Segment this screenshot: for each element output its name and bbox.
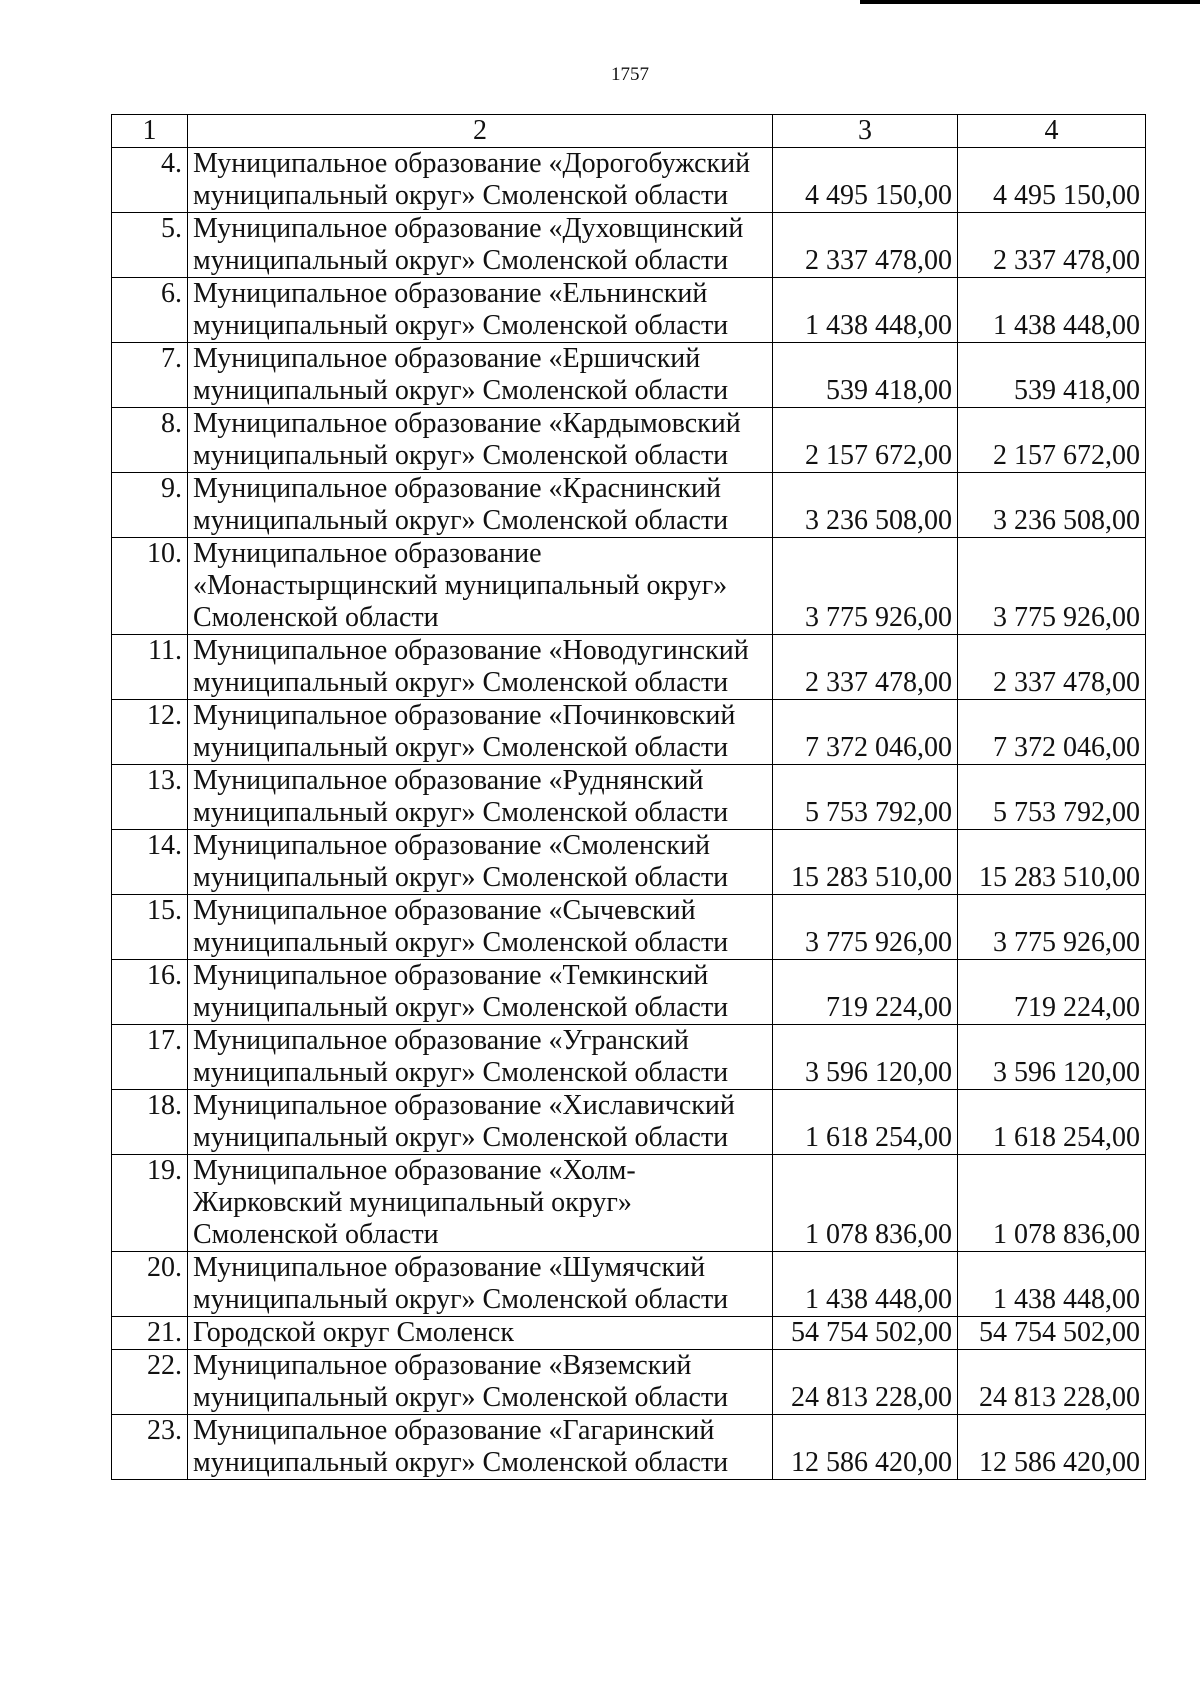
- value-column-3-cell: 3 775 926,00: [773, 895, 958, 960]
- top-border-line: [860, 0, 1200, 4]
- municipality-name-cell: Муниципальное образование «Монастырщинский муниципальный округ» Смоленской области: [188, 538, 773, 635]
- row-number-cell: 17.: [112, 1025, 188, 1090]
- value-column-4-cell: 24 813 228,00: [958, 1350, 1146, 1415]
- table-row: [112, 213, 1146, 278]
- row-number-cell: 12.: [112, 700, 188, 765]
- value-column-4-cell: 12 586 420,00: [958, 1415, 1146, 1480]
- column-header-1: 1: [112, 115, 188, 148]
- table-row: [112, 765, 1146, 830]
- value-column-4-cell: 3 775 926,00: [958, 538, 1146, 635]
- row-number-cell: 8.: [112, 408, 188, 473]
- municipality-name-cell: Муниципальное образование «Темкинский муниципальный округ» Смоленской области: [188, 960, 773, 1025]
- value-column-3-cell: 12 586 420,00: [773, 1415, 958, 1480]
- value-column-4-cell: 15 283 510,00: [958, 830, 1146, 895]
- municipality-name-cell: Муниципальное образование «Ельнинский муниципальный округ» Смоленской области: [188, 278, 773, 343]
- value-column-4-cell: 1 438 448,00: [958, 278, 1146, 343]
- value-column-3-cell: 5 753 792,00: [773, 765, 958, 830]
- municipality-name-cell: Муниципальное образование «Руднянский муниципальный округ» Смоленской области: [188, 765, 773, 830]
- table-row: [112, 1350, 1146, 1415]
- table-row: [112, 473, 1146, 538]
- column-header-4: 4: [958, 115, 1146, 148]
- value-column-4-cell: 539 418,00: [958, 343, 1146, 408]
- value-column-3-cell: 1 618 254,00: [773, 1090, 958, 1155]
- value-column-4-cell: 1 618 254,00: [958, 1090, 1146, 1155]
- value-column-4-cell: 54 754 502,00: [958, 1317, 1146, 1350]
- municipality-name-cell: Муниципальное образование «Угранский муниципальный округ» Смоленской области: [188, 1025, 773, 1090]
- table-row: [112, 538, 1146, 635]
- row-number-cell: 15.: [112, 895, 188, 960]
- value-column-4-cell: 2 337 478,00: [958, 213, 1146, 278]
- value-column-4-cell: 7 372 046,00: [958, 700, 1146, 765]
- value-column-3-cell: 7 372 046,00: [773, 700, 958, 765]
- row-number-cell: 9.: [112, 473, 188, 538]
- value-column-3-cell: 4 495 150,00: [773, 148, 958, 213]
- value-column-4-cell: 719 224,00: [958, 960, 1146, 1025]
- municipality-name-cell: Муниципальное образование «Вяземский муниципальный округ» Смоленской области: [188, 1350, 773, 1415]
- value-column-4-cell: 2 337 478,00: [958, 635, 1146, 700]
- municipality-name-cell: Муниципальное образование «Ершичский муниципальный округ» Смоленской области: [188, 343, 773, 408]
- row-number-cell: 11.: [112, 635, 188, 700]
- table-row: [112, 1252, 1146, 1317]
- value-column-4-cell: 2 157 672,00: [958, 408, 1146, 473]
- table-row: [112, 1155, 1146, 1252]
- municipality-name-cell: Муниципальное образование «Краснинский муниципальный округ» Смоленской области: [188, 473, 773, 538]
- table-row: [112, 1415, 1146, 1480]
- value-column-3-cell: 2 157 672,00: [773, 408, 958, 473]
- table-row: [112, 960, 1146, 1025]
- table-row: [112, 1025, 1146, 1090]
- municipality-name-cell: Муниципальное образование «Духовщинский муниципальный округ» Смоленской области: [188, 213, 773, 278]
- municipality-name-cell: Муниципальное образование «Сычевский муниципальный округ» Смоленской области: [188, 895, 773, 960]
- row-number-cell: 16.: [112, 960, 188, 1025]
- value-column-3-cell: 2 337 478,00: [773, 213, 958, 278]
- table-row: [112, 278, 1146, 343]
- row-number-cell: 21.: [112, 1317, 188, 1350]
- table-row: [112, 148, 1146, 213]
- municipality-name-cell: Муниципальное образование «Гагаринский муниципальный округ» Смоленской области: [188, 1415, 773, 1480]
- municipality-name-cell: Муниципальное образование «Шумячский муниципальный округ» Смоленской области: [188, 1252, 773, 1317]
- row-number-cell: 10.: [112, 538, 188, 635]
- table-body: [112, 148, 1146, 1480]
- value-column-3-cell: 3 775 926,00: [773, 538, 958, 635]
- value-column-3-cell: 3 236 508,00: [773, 473, 958, 538]
- column-header-2: 2: [188, 115, 773, 148]
- value-column-4-cell: 3 775 926,00: [958, 895, 1146, 960]
- municipality-name-cell: Муниципальное образование «Холм-Жирковский муниципальный округ» Смоленской области: [188, 1155, 773, 1252]
- table-row: [112, 635, 1146, 700]
- municipality-name-cell: Муниципальное образование «Новодугинский муниципальный округ» Смоленской области: [188, 635, 773, 700]
- municipality-name-cell: Муниципальное образование «Смоленский муниципальный округ» Смоленской области: [188, 830, 773, 895]
- row-number-cell: 7.: [112, 343, 188, 408]
- row-number-cell: 6.: [112, 278, 188, 343]
- value-column-4-cell: 3 236 508,00: [958, 473, 1146, 538]
- table-row: [112, 895, 1146, 960]
- header-row: [112, 115, 1146, 148]
- value-column-3-cell: 15 283 510,00: [773, 830, 958, 895]
- table-row: [112, 1090, 1146, 1155]
- value-column-3-cell: 719 224,00: [773, 960, 958, 1025]
- row-number-cell: 4.: [112, 148, 188, 213]
- table-row: [112, 700, 1146, 765]
- table-row: [112, 830, 1146, 895]
- municipality-name-cell: Муниципальное образование «Починковский муниципальный округ» Смоленской области: [188, 700, 773, 765]
- value-column-3-cell: 54 754 502,00: [773, 1317, 958, 1350]
- value-column-4-cell: 4 495 150,00: [958, 148, 1146, 213]
- value-column-3-cell: 539 418,00: [773, 343, 958, 408]
- table-row: [112, 1317, 1146, 1350]
- table-row: [112, 343, 1146, 408]
- row-number-cell: 23.: [112, 1415, 188, 1480]
- value-column-3-cell: 3 596 120,00: [773, 1025, 958, 1090]
- data-table: [111, 114, 1146, 1480]
- column-header-3: 3: [773, 115, 958, 148]
- value-column-3-cell: 1 438 448,00: [773, 1252, 958, 1317]
- value-column-4-cell: 1 438 448,00: [958, 1252, 1146, 1317]
- municipality-name-cell: Муниципальное образование «Кардымовский муниципальный округ» Смоленской области: [188, 408, 773, 473]
- row-number-cell: 5.: [112, 213, 188, 278]
- municipality-name-cell: Муниципальное образование «Хиславичский муниципальный округ» Смоленской области: [188, 1090, 773, 1155]
- municipality-name-cell: Муниципальное образование «Дорогобужский муниципальный округ» Смоленской области: [188, 148, 773, 213]
- row-number-cell: 20.: [112, 1252, 188, 1317]
- row-number-cell: 19.: [112, 1155, 188, 1252]
- page-number: 1757: [611, 64, 649, 85]
- value-column-3-cell: 2 337 478,00: [773, 635, 958, 700]
- row-number-cell: 14.: [112, 830, 188, 895]
- municipality-name-cell: Городской округ Смоленск: [188, 1317, 773, 1350]
- value-column-4-cell: 3 596 120,00: [958, 1025, 1146, 1090]
- value-column-3-cell: 1 438 448,00: [773, 278, 958, 343]
- table-row: [112, 408, 1146, 473]
- row-number-cell: 18.: [112, 1090, 188, 1155]
- value-column-3-cell: 24 813 228,00: [773, 1350, 958, 1415]
- value-column-4-cell: 5 753 792,00: [958, 765, 1146, 830]
- value-column-4-cell: 1 078 836,00: [958, 1155, 1146, 1252]
- row-number-cell: 22.: [112, 1350, 188, 1415]
- value-column-3-cell: 1 078 836,00: [773, 1155, 958, 1252]
- row-number-cell: 13.: [112, 765, 188, 830]
